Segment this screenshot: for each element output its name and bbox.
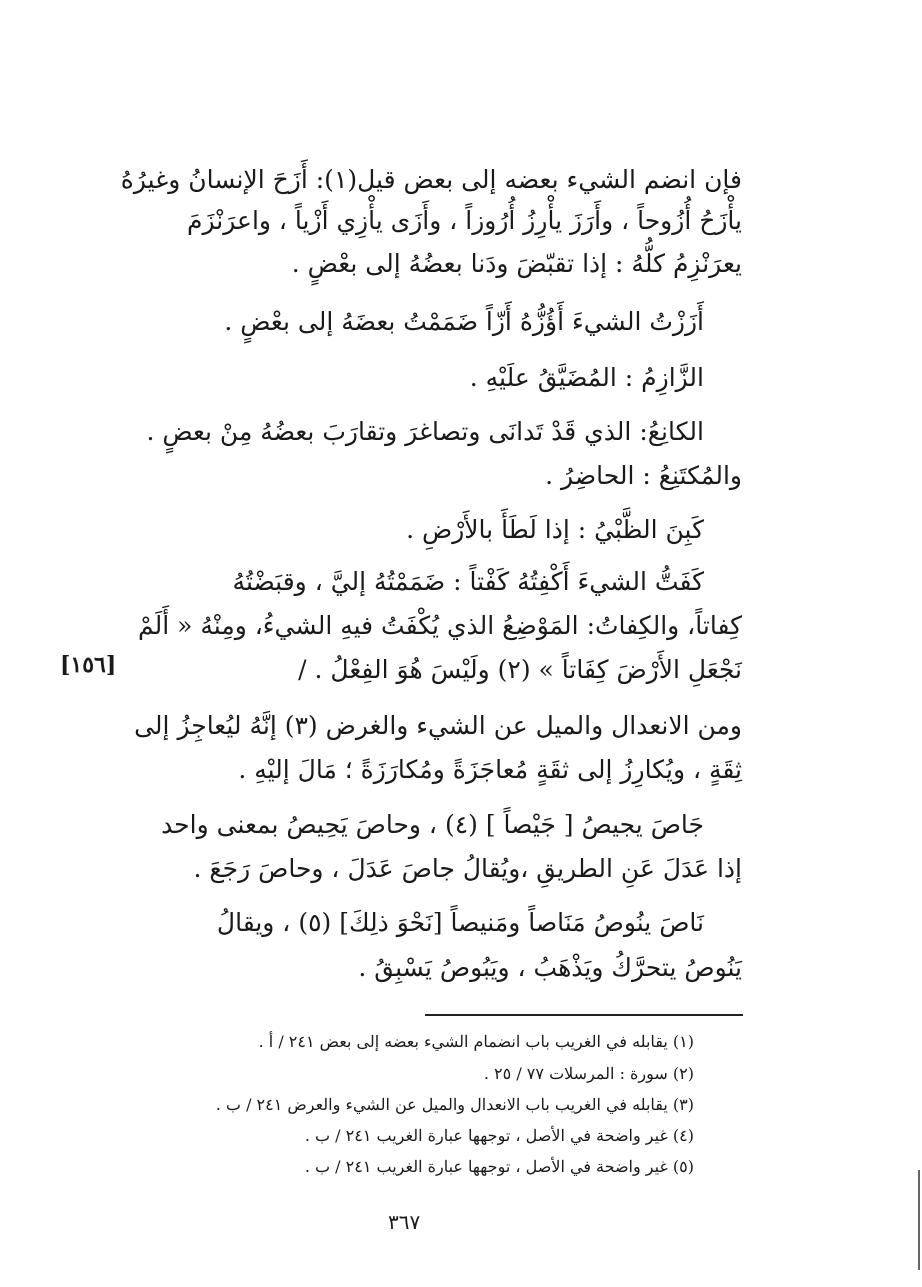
page-number: ٣٦٧ [388,1210,421,1234]
body-line-12: ومن الانعدال والميل عن الشيء والغرض (٣) إنَّهُ ليُعاجِزُ إلى [134,711,742,740]
body-line-17: يَنُوصُ يتحرَّكُ ويَذْهَبُ ، ويَبُوصُ يَسْبِقُ . [358,953,742,982]
footnote-5: (٥) غير واضحة في الأصل ، توجهها عبارة الغريب ٢٤١ / ب . [304,1157,694,1176]
footnote-3: (٣) يقابله في الغريب باب الانعدال والميل عن الشيء والعرض ٢٤١ / ب . [215,1095,694,1114]
body-line-11: نَجْعَلِ الأَرْضَ كِفَاتاً » (٢) ولَيْسَ هُوَ الفِعْلُ . / [298,655,742,684]
body-line-10: كِفاتاً، والكِفاتُ: المَوْضِعُ الذي يُكْفَتُ فيهِ الشيءُ، ومِنْهُ « أَلَمْ [137,611,742,640]
body-line-13: ثِقَةٍ ، ويُكارِزُ إلى ثقَةٍ مُعاجَزَةً ومُكارَزَةً ؛ مَالَ إليْهِ . [238,755,742,784]
body-line-2: يأْزَحُ أُزُوحاً ، وأَرَزَ يأْرِزُ أُرُوزاً ، وأَزَى يأْزِي أَزْياً ، واعرَنْزَمَ [187,206,742,235]
footnote-2: (٢) سورة : المرسلات ٧٧ / ٢٥ . [483,1064,694,1083]
footnote-4: (٤) غير واضحة في الأصل ، توجهها عبارة الغريب ٢٤١ / ب . [304,1126,694,1145]
body-line-7: والمُكتَنِعُ : الحاضِرُ . [545,461,742,490]
body-line-1: فإن انضم الشيء بعضه إلى بعض قيل(١): أَزَحَ الإنسانُ وغيرُهُ [120,165,742,194]
body-line-14: جَاصَ يجيصُ [ جَيْصاً ] (٤) ، وحاصَ يَحِيصُ بمعنى واحد [161,810,704,839]
margin-folio-reference: [١٥٦] [60,652,117,678]
footnote-1: (١) يقابله في الغريب باب انضمام الشيء بعضه إلى بعض ٢٤١ / أ . [258,1032,694,1051]
body-line-16: نَاصَ ينُوصُ مَنَاصاً ومَنيصاً [نَحْوَ ذلِكَ] (٥) ، ويقالُ [216,908,704,937]
body-line-6: الكانِعُ: الذي قَدْ تَدانَى وتصاغرَ وتقارَبَ بعضُهُ مِنْ بعضٍ . [146,417,704,446]
body-line-3: يعرَنْزِمُ كلُّهُ : إذا تقبّضَ ودَنا بعضُهُ إلى بعْضٍ . [291,249,742,278]
body-line-15: إذا عَدَلَ عَنِ الطريقِ ،ويُقالُ جاصَ عَدَلَ ، وحاصَ رَجَعَ . [193,854,742,883]
body-line-5: الزَّازِمُ : المُضَيَّقُ علَيْهِ . [469,363,704,392]
body-line-8: كَبِنَ الظَّبْيُ : إذا لَطَأَ بالأَرْضِ . [406,515,704,544]
scan-edge-line [918,1170,920,1270]
footnote-separator [425,1014,743,1016]
body-line-4: أَزَزْتُ الشيءَ أَؤُزُّهُ أَزّاً ضَمَمْتُ بعضَهُ إلى بعْضٍ . [224,307,704,336]
body-line-9: كَفَتُّ الشيءَ أَكْفِتُهُ كَفْتاً : ضَمَمْتُهُ إليَّ ، وقبَضْتُهُ [232,567,704,596]
